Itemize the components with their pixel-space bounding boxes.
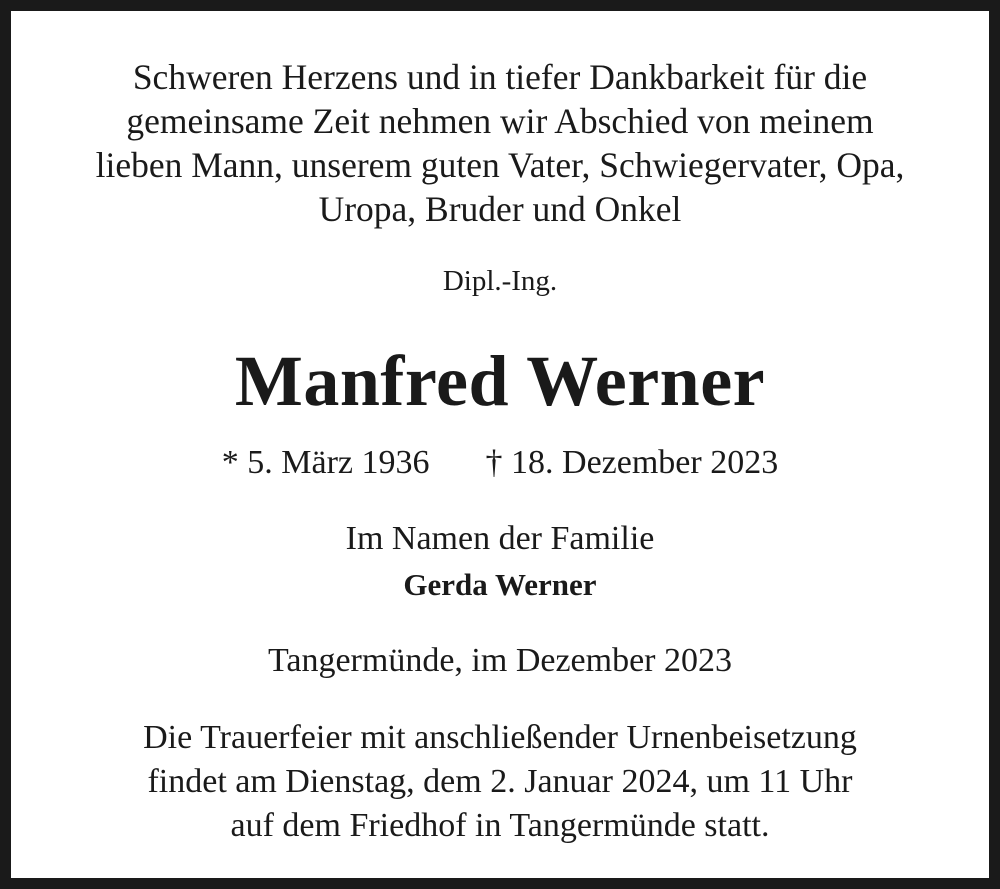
family-intro: Im Namen der Familie [345,520,655,557]
place-and-date: Tangermünde, im Dezember 2023 [267,642,732,679]
intro-line: lieben Mann, unserem guten Vater, Schwiegervater, Opa, [95,145,905,185]
intro-text [22,55,978,231]
intro-line: Schweren Herzens und in tiefer Dankbarkeit für die [132,57,868,97]
ceremony-info [22,716,978,848]
family-signatory: Gerda Werner [403,567,597,602]
life-dates [22,441,978,485]
deceased-name: Manfred Werner [234,341,766,421]
birth-date: * 5. März 1936 [221,444,430,481]
death-date: † 18. Dezember 2023 [485,444,779,481]
ceremony-line: auf dem Friedhof in Tangermünde statt. [230,807,770,844]
ceremony-line: findet am Dienstag, dem 2. Januar 2024, um 11 Uhr [147,763,853,800]
ceremony-line: Die Trauerfeier mit anschließender Urnenbeisetzung [143,719,857,756]
academic-title: Dipl.-Ing. [442,265,558,297]
intro-line: Uropa, Bruder und Onkel [318,189,682,229]
intro-line: gemeinsame Zeit nehmen wir Abschied von meinem [126,101,874,141]
